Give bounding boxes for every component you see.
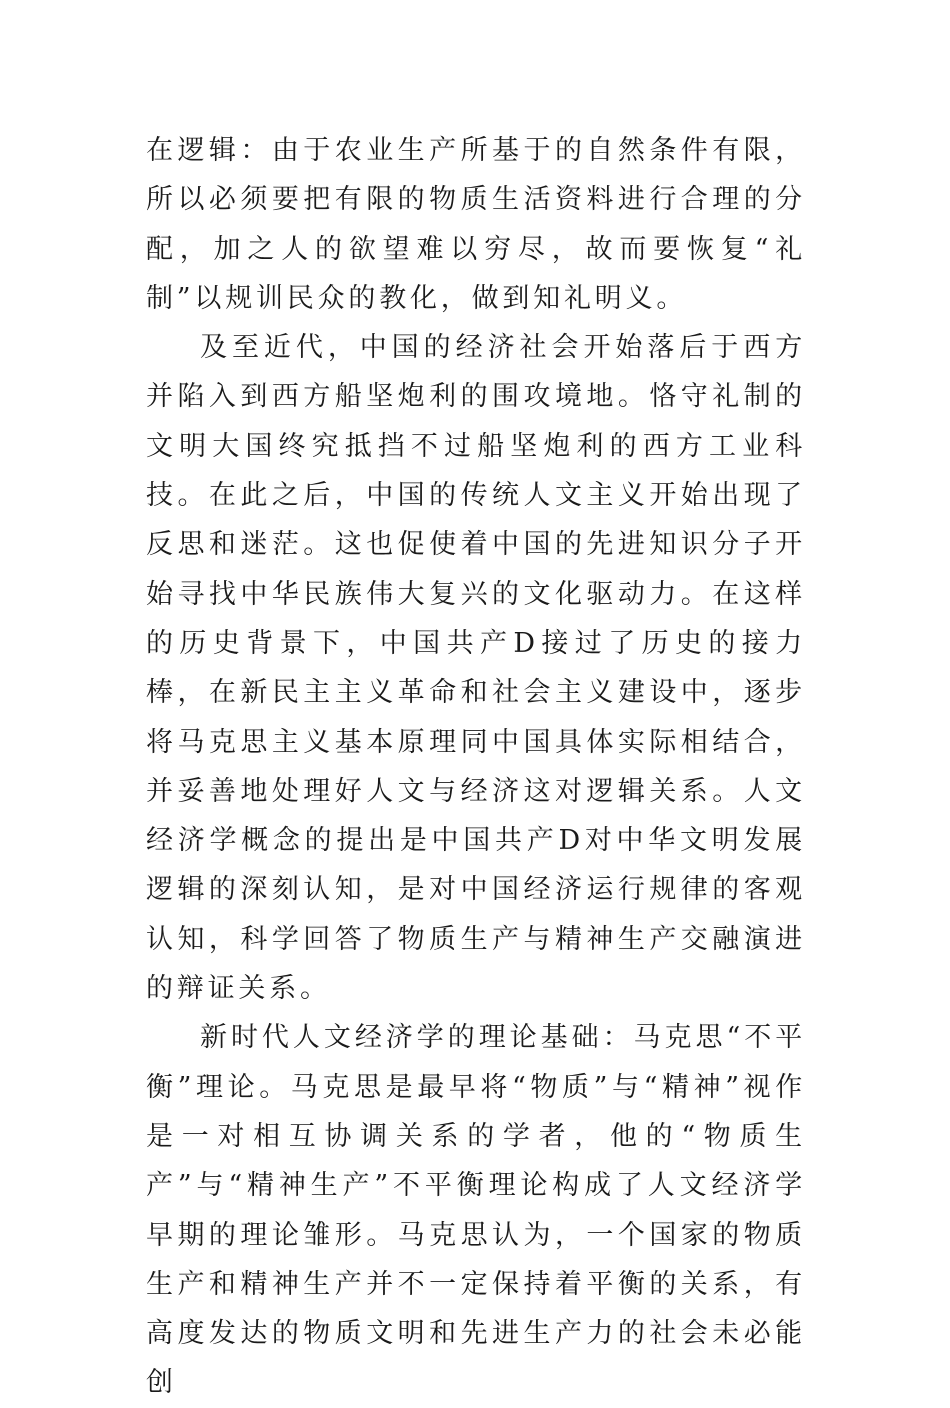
paragraph-2: 及至近代，中国的经济社会开始落后于西方并陷入到西方船坚炮利的围攻境地。恪守礼制的文明大国终究抵挡不过船坚炮利的西方工业科技。在此之后，中国的传统人文主义开始出现了反思和迷茫。这也促使着中国的先进知识分子开始寻找中华民族伟大复兴的文化驱动力。在这样的历史背景下，中国共产D接过了历史的接力棒，在新民主主义革命和社会主义建设中，逐步将马克思主义基本原理同中国具体实际相结合，并妥善地处理好人文与经济这对逻辑关系。人文经济学概念的提出是中国共产D对中华文明发展逻辑的深刻认知，是对中国经济运行规律的客观认知，科学回答了物质生产与精神生产交融演进的辩证关系。 [146,332,806,1005]
paragraph-3: 新时代人文经济学的理论基础：马克思“不平衡”理论。马克思是最早将“物质”与“精神”视作是一对相互协调关系的学者，他的“物质生产”与“精神生产”不平衡理论构成了人文经济学早期的理论雏形。马克思认为，一个国家的物质生产和精神生产并不一定保持着平衡的关系，有高度发达的物质文明和先进生产力的社会未必能创 [146,1022,806,1399]
paragraph-1: 在逻辑：由于农业生产所基于的自然条件有限，所以必须要把有限的物质生活资料进行合理的分配，加之人的欲望难以穷尽，故而要恢复“礼制”以规训民众的教化，做到知礼明义。 [146,135,806,314]
document-body [146,126,806,1408]
